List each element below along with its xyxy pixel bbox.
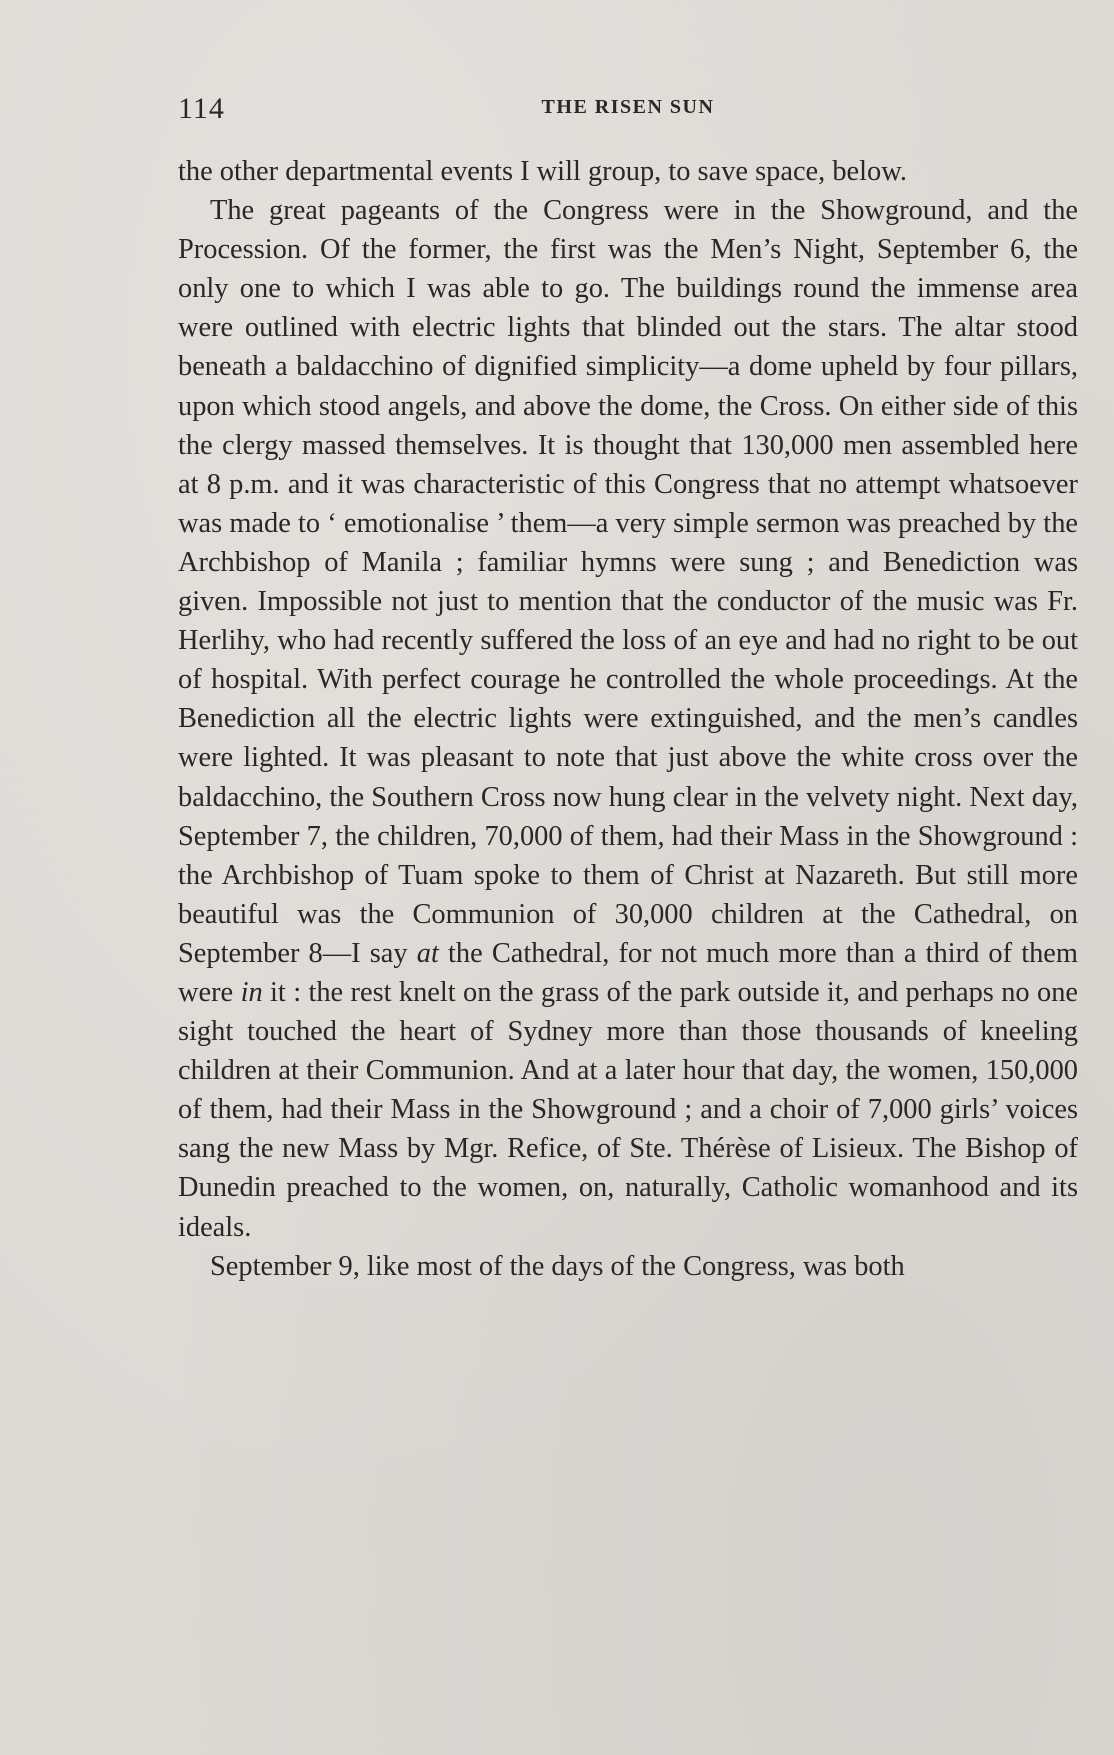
paragraph-2-text-1: The great pageants of the Congress were in the Showground, and the Procession. Of the former, the first was the Men’s Night, September 6, the only one to which I was able to go. The buildings round the immense area were outlined with electric lights that blinded out the stars. The altar stood beneath a baldacchino of dignified simplicity—a dome upheld by four pillars, upon which stood angels, and above the dome, the Cross. On either side of this the clergy massed themselves. It is thought that 130,000 men assembled here at 8 p.m. and it was characteristic of this Congress that no attempt whatsoever was made to ‘ emotionalise ’ them—a very simple sermon was preached by the Archbishop of Manila ; familiar hymns were sung ; and Benediction was given. Impossible not just to mention that the conductor of the music was Fr. Herlihy, who had recently suffered the loss of an eye and had no right to be out of hospital. With perfect courage he controlled the whole proceedings. At the Benediction all the electric lights were extinguished, and the men’s candles were lighted. It was pleasant to note that just above the white cross over the baldacchino, the Southern Cross now hung clear in the velvety night. Next day, September 7, the children, 70,000 of them, had their Mass in the Showground : the Archbishop of Tuam spoke to them of Christ at Nazareth. But still more beautiful was the Communion of 30,000 children at the Cathedral, on September 8—I say	[178, 195, 1078, 969]
running-title: THE RISEN SUN	[541, 96, 715, 118]
paragraph-2-italic-in: in	[240, 976, 263, 1008]
paragraph-3: September 9, like most of the days of the Congress, was both	[210, 1250, 905, 1282]
paragraph-1: the other departmental events I will group, to save space, below.	[178, 156, 907, 187]
paragraph-2-text-2: the Cathedral, for not much more than a third of them were	[178, 937, 1078, 1008]
page-header	[178, 92, 1078, 132]
paragraph-2-italic-at: at	[416, 937, 439, 969]
paragraph-2-text-3: it : the rest knelt on the grass of the park outside it, and perhaps no one sight touched the heart of Sydney more than those thousands of kneeling children at their Communion. And at a later hour that day, the women, 150,000 of them, had their Mass in the Showground ; and a choir of 7,000 girls’ voices sang the new Mass by Mgr. Refice, of Ste. Thérèse of Lisieux. The Bishop of Dunedin preached to the women, on, naturally, Catholic womanhood and its ideals.	[178, 976, 1078, 1243]
page-number: 114	[178, 92, 225, 125]
body-text	[178, 152, 1078, 1286]
paragraph-2	[178, 191, 1078, 1247]
